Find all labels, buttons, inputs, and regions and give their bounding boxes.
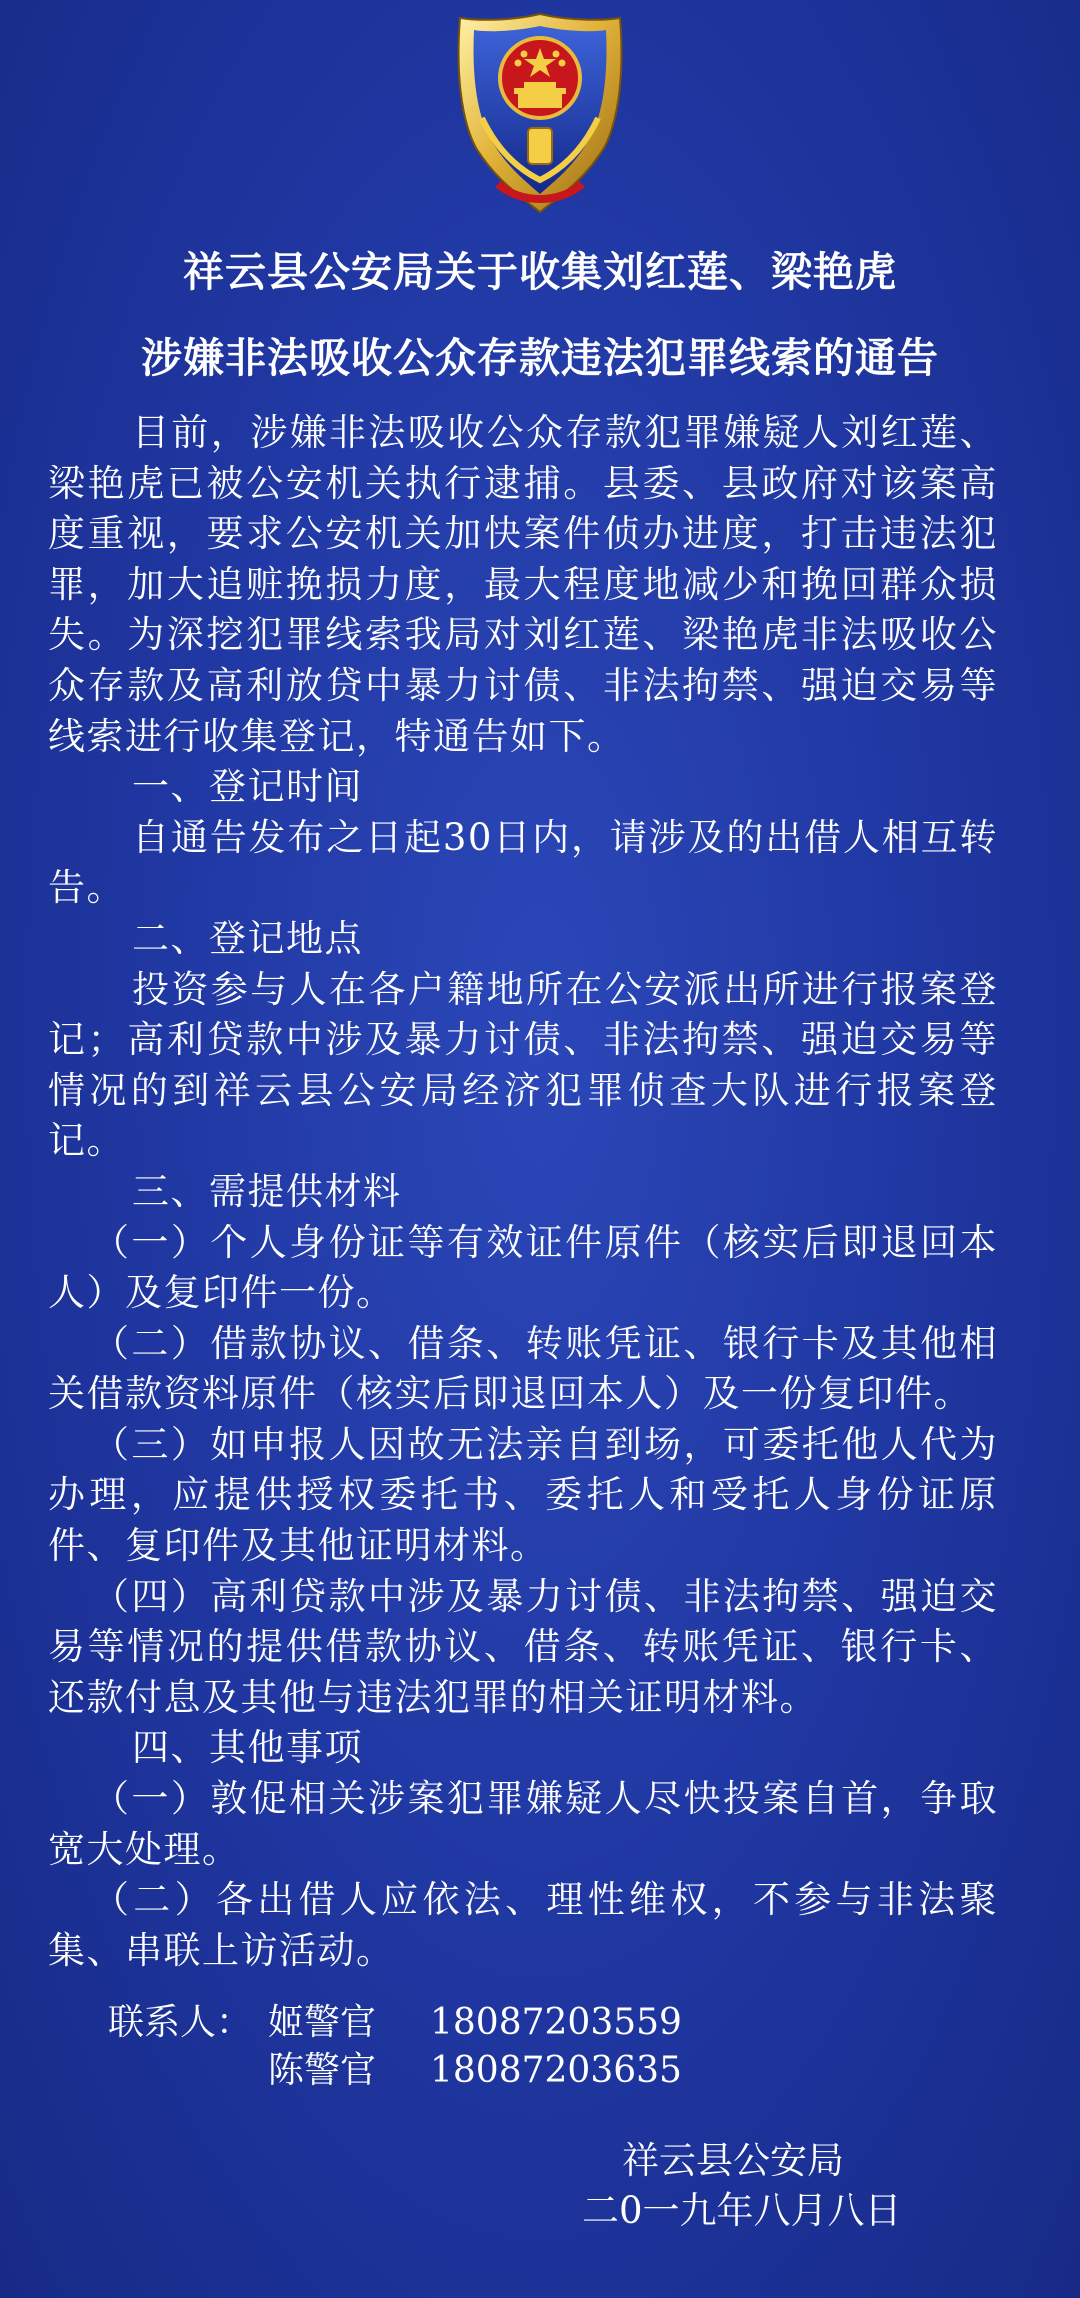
contact-name: 陈警官: [268, 2050, 377, 2091]
police-emblem-icon: [436, 8, 644, 220]
section3-heading: 三、需提供材料: [132, 1169, 402, 1213]
section2-heading: 二、登记地点: [132, 916, 363, 960]
section4-item: （一）敦促相关涉案犯罪嫌疑人尽快投案自首，争取宽大处理。: [48, 1777, 998, 1871]
notice-title-line2: 涉嫌非法吸收公众存款违法犯罪线索的通告: [141, 334, 939, 382]
section1-heading: 一、登记时间: [132, 765, 363, 809]
contact-row: [108, 1998, 682, 2048]
section4-heading: 四、其他事项: [132, 1726, 363, 1770]
section2-text: 投资参与人在各户籍地所在公安派出所进行报案登记；高利贷款中涉及暴力讨债、非法拘禁、强迫交易等情况的到祥云县公安局经济犯罪侦查大队进行报案登记。: [48, 967, 998, 1163]
contact-name: 姬警官: [268, 2002, 377, 2043]
intro-paragraph: 目前，涉嫌非法吸收公众存款犯罪嫌疑人刘红莲、梁艳虎已被公安机关执行逮捕。县委、县政府对该案高度重视，要求公安机关加快案件侦办进度，打击违法犯罪，加大追赃挽损力度，最大程度地减少和挽回群众损失。为深挖犯罪线索我局对刘红莲、梁艳虎非法吸收公众存款及高利放贷中暴力讨债、非法拘禁、强迫交易等线索进行收集登记，特通告如下。: [48, 411, 998, 758]
section3-item: （三）如申报人因故无法亲自到场，可委托他人代为办理，应提供授权委托书、委托人和受托人身份证原件、复印件及其他证明材料。: [48, 1422, 998, 1568]
notice-title-line1: 祥云县公安局关于收集刘红莲、梁艳虎: [183, 248, 897, 296]
section1-text: 自通告发布之日起30日内，请涉及的出借人相互转告。: [48, 815, 998, 910]
section3-item: （一）个人身份证等有效证件原件（核实后即退回本人）及复印件一份。: [48, 1220, 998, 1315]
section4-item: （二）各出借人应依法、理性维权，不参与非法聚集、串联上访活动。: [48, 1878, 998, 1972]
contact-label: 联系人：: [108, 2002, 253, 2043]
contact-phone: 18087203559: [430, 2002, 682, 2043]
contact-row: [108, 2046, 682, 2096]
contact-phone: 18087203635: [430, 2050, 682, 2091]
signature-org: 祥云县公安局: [622, 2139, 844, 2182]
signature-date: 二0一九年八月八日: [582, 2189, 902, 2232]
section3-item: （二）借款协议、借条、转账凭证、银行卡及其他相关借款资料原件（核实后即退回本人）及一份复印件。: [48, 1321, 998, 1416]
section3-item: （四）高利贷款中涉及暴力讨债、非法拘禁、强迫交易等情况的提供借款协议、借条、转账凭证、银行卡、还款付息及其他与违法犯罪的相关证明材料。: [48, 1574, 998, 1719]
notice-body: [48, 408, 998, 1976]
